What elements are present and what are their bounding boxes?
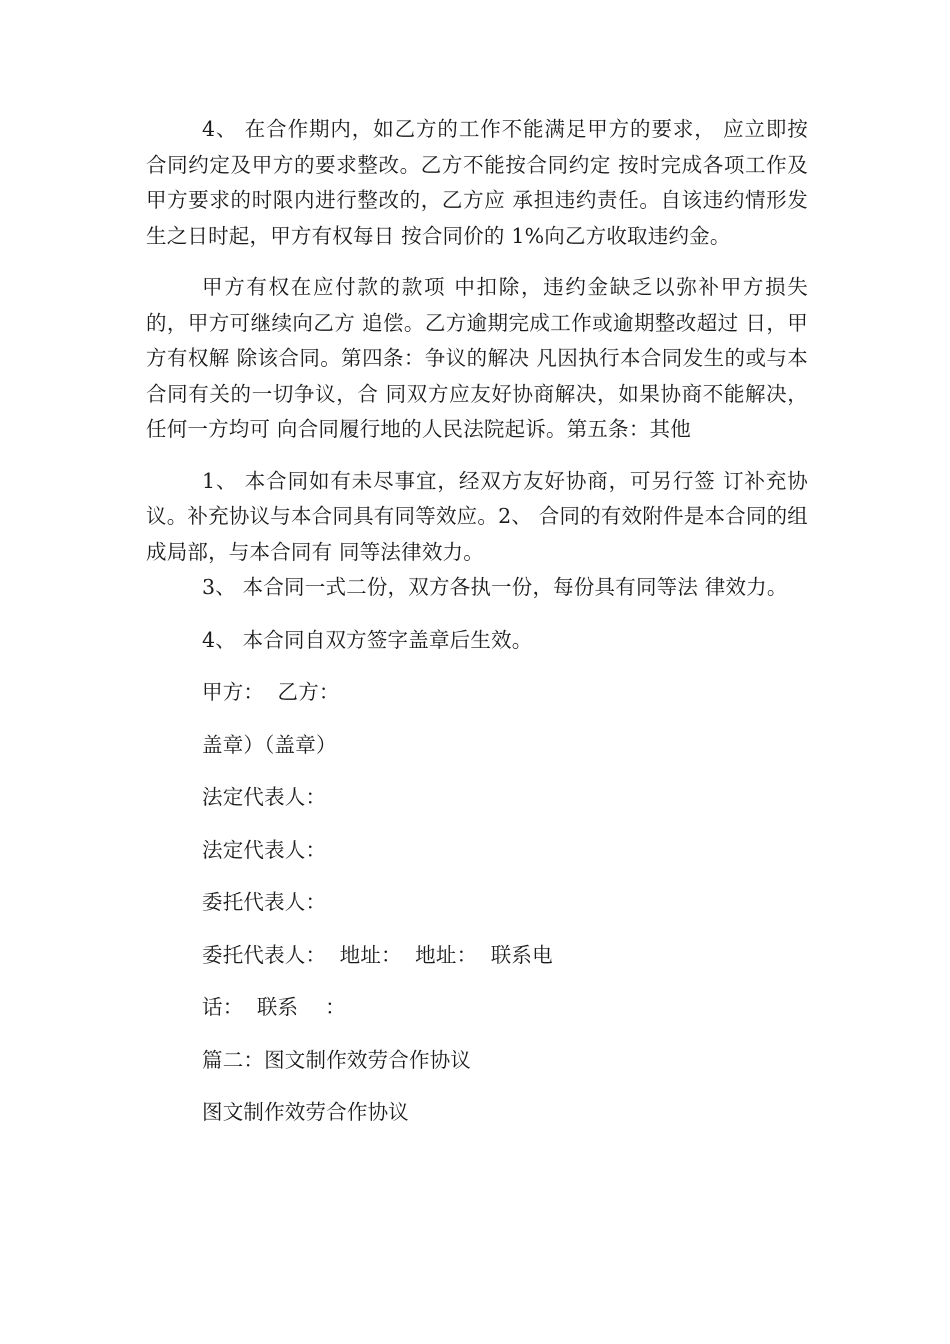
paragraph-clause-4: 4、 在合作期内，如乙方的工作不能满足甲方的要求， 应立即按合同约定及甲方的要求整改。乙方不能按合同约定 按时完成各项工作及甲方要求的时限内进行整改的，乙方应 承担违约责任。自该违约情形发生之日时起，甲方有权每日 按合同价的 1%向乙方收取违约金。 bbox=[146, 117, 808, 248]
line-legal-rep-a: 法定代表人： bbox=[202, 785, 327, 809]
line-legal-rep-b: 法定代表人： bbox=[202, 837, 327, 862]
document-page bbox=[146, 112, 808, 1131]
paragraph-other-1-2: 1、 本合同如有未尽事宜，经双方友好协商，可另行签 订补充协议。补充协议与本合同具有同等效应。2、 合同的有效附件是本合同的组成局部，与本合同有 同等法律效力。 bbox=[146, 468, 808, 564]
line-seals: 盖章）（盖章） bbox=[202, 732, 337, 757]
line-clause-3: 3、 本合同一式二份，双方各执一份，每份具有同等法 律效力。 bbox=[202, 575, 788, 599]
paragraph-penalty-dispute: 甲方有权在应付款的款项 中扣除，违约金缺乏以弥补甲方损失的，甲方可继续向乙方 追偿。乙方逾期完成工作或逾期整改超过 日，甲方有权解 除该合同。第四条：争议的解决 凡因执行本合同发生的或与本合同有关的一切争议，合 同双方应友好协商解决，如果协商不能解决，任何一方均可 向合同履行地的人民法院起诉。第五条：其他 bbox=[146, 275, 808, 441]
line-agent-a: 委托代表人： bbox=[202, 890, 327, 914]
line-phone-contact: 话： 联系 ： bbox=[202, 995, 346, 1019]
line-parties: 甲方： 乙方： bbox=[202, 680, 340, 704]
line-clause-4: 4、 本合同自双方签字盖章后生效。 bbox=[202, 627, 533, 652]
section-heading-part-two: 篇二：图文制作效劳合作协议 bbox=[202, 1047, 472, 1072]
document-title-agreement: 图文制作效劳合作协议 bbox=[202, 1100, 409, 1124]
line-agent-address: 委托代表人： 地址： 地址： 联系电 bbox=[202, 942, 553, 967]
